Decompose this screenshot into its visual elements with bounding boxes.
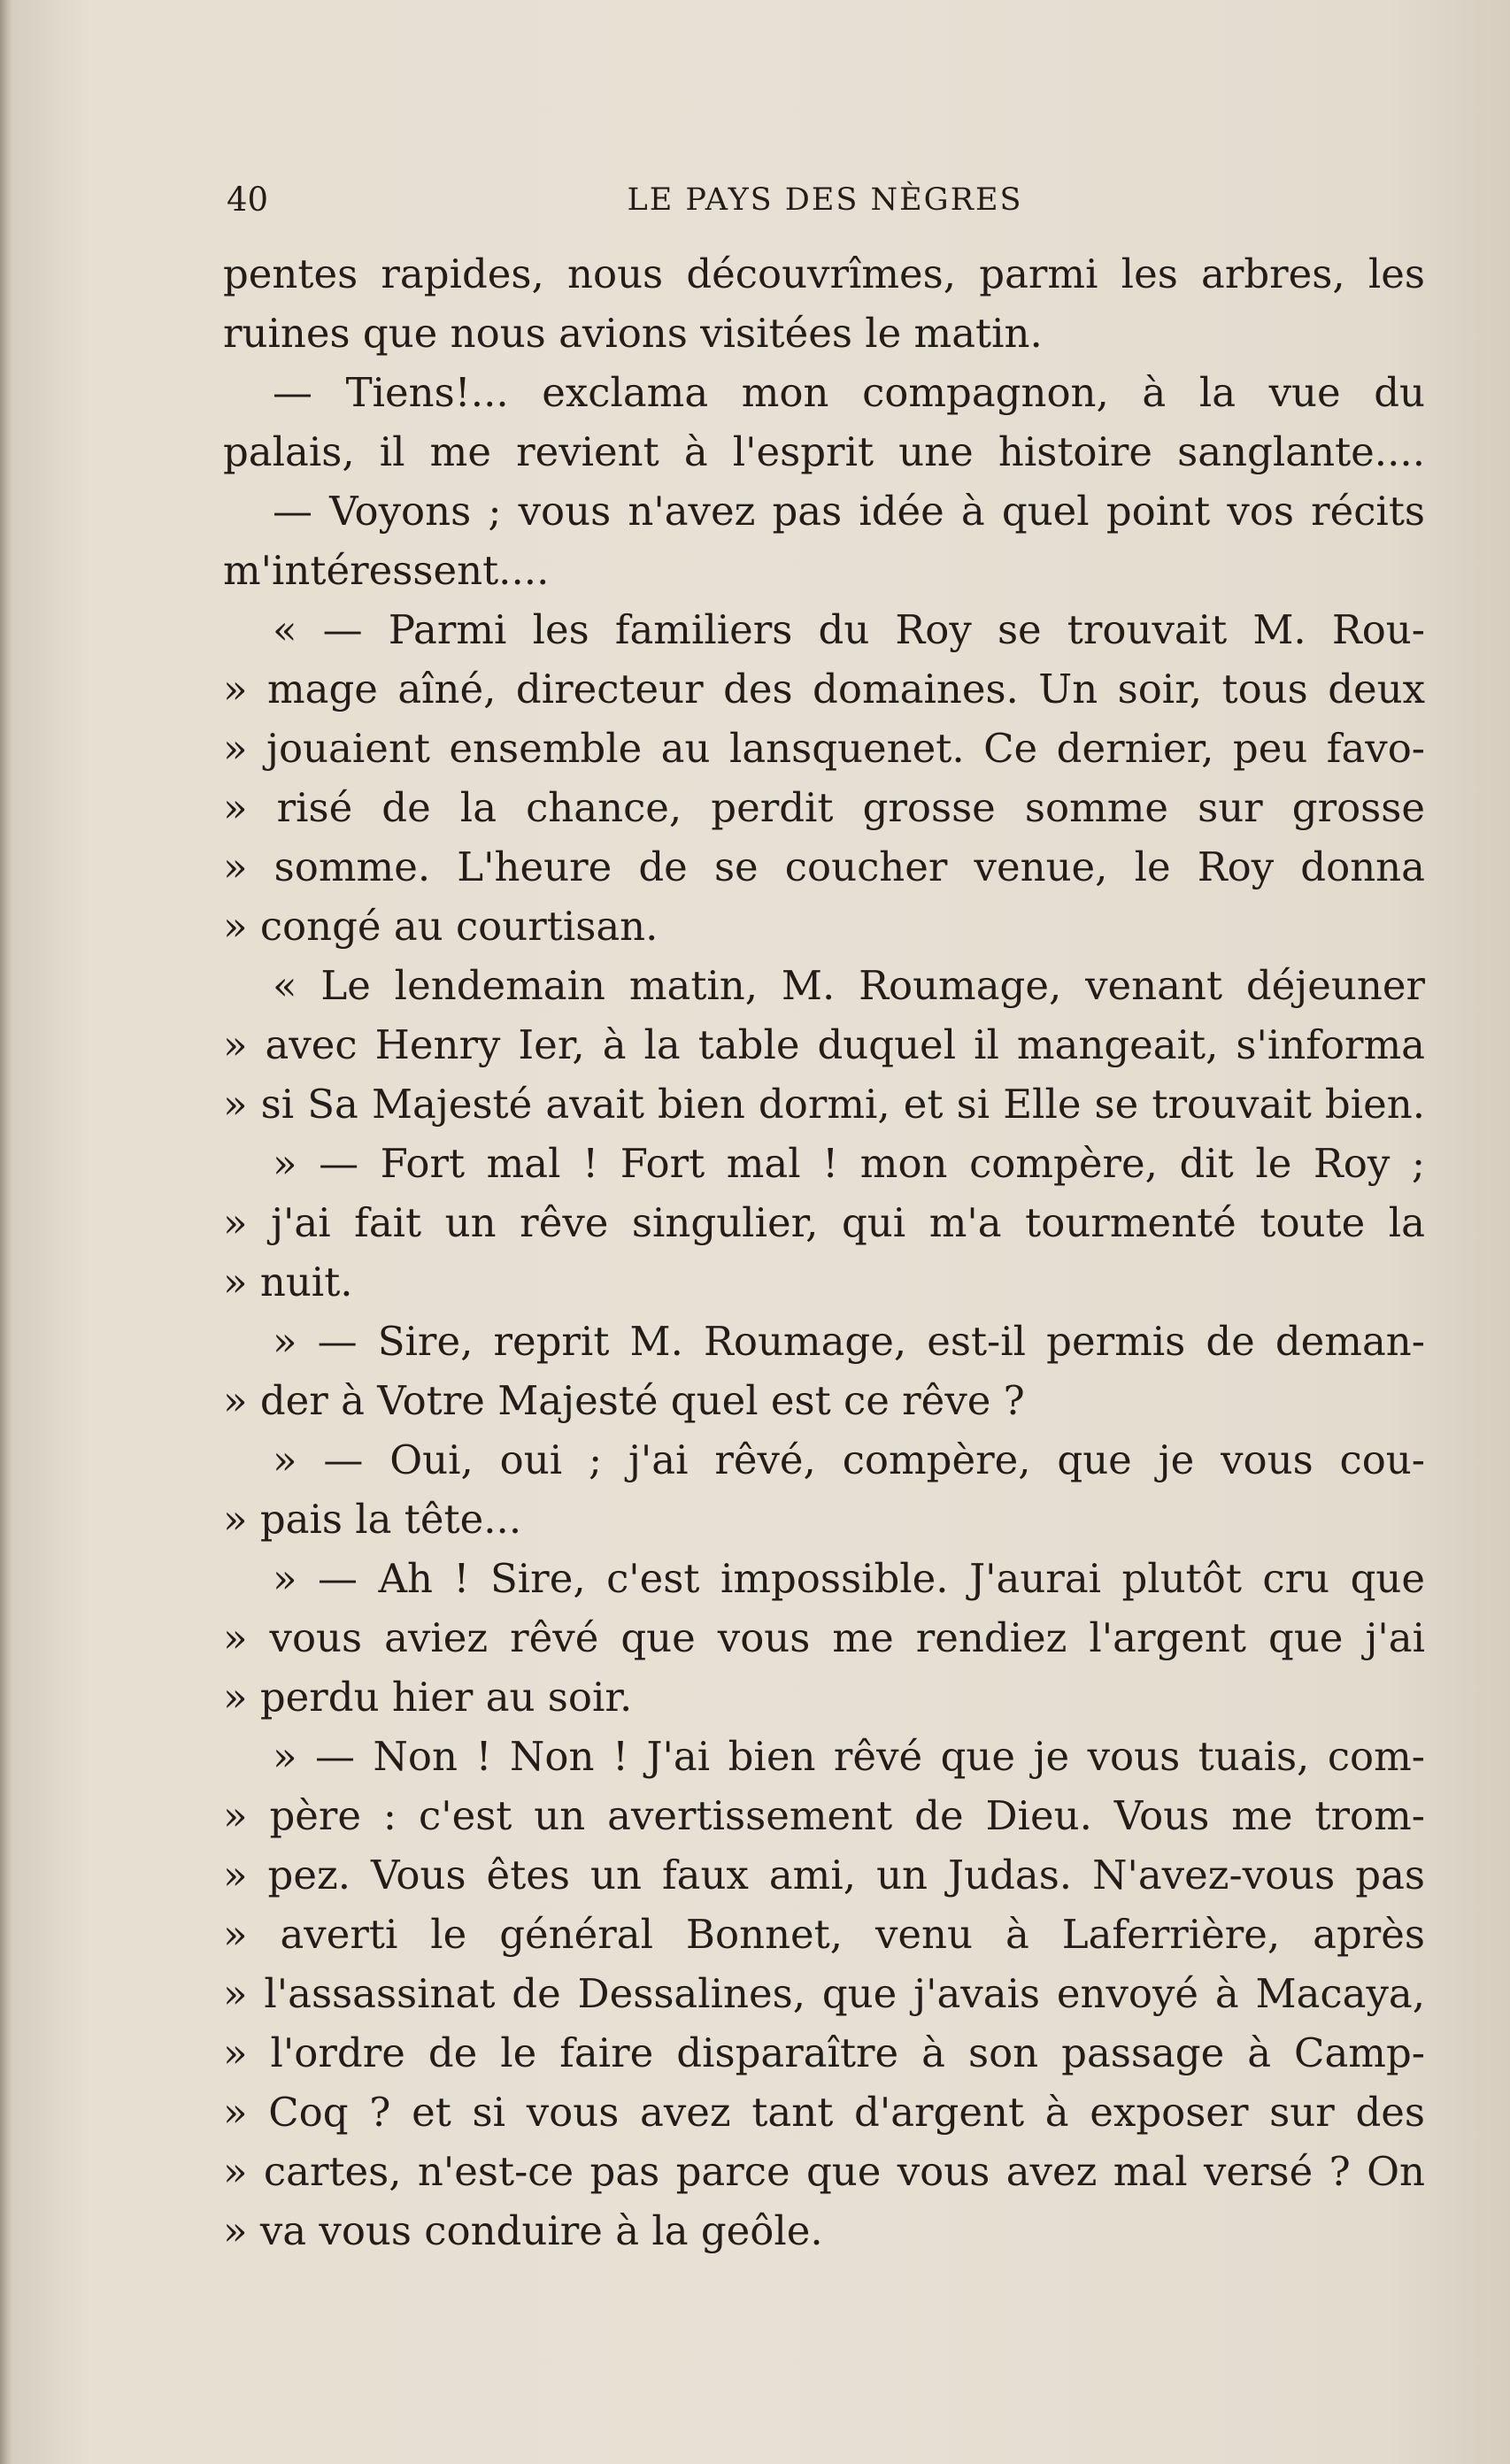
text-line: » nuit. xyxy=(223,1259,353,1305)
text-line: » der à Votre Majesté quel est ce rêve ? xyxy=(223,1377,1025,1424)
text-line: » — Ah ! Sire, c'est impossible. J'aurai plutôt cru que xyxy=(273,1555,1425,1602)
text-line: ruines que nous avions visitées le matin. xyxy=(223,310,1043,357)
text-line: » si Sa Majesté avait bien dormi, et si Elle se trouvait bien. xyxy=(223,1081,1425,1128)
text-line: » averti le général Bonnet, venu à Laferrière, après xyxy=(223,1911,1425,1958)
body-text xyxy=(223,244,1425,2260)
text-line: » j'ai fait un rêve singulier, qui m'a tourmenté toute la xyxy=(223,1199,1425,1246)
text-line: » — Fort mal ! Fort mal ! mon compère, dit le Roy ; xyxy=(273,1140,1425,1187)
page-header xyxy=(227,177,1423,223)
text-line: m'intéressent.... xyxy=(223,547,550,594)
text-line: » — Sire, reprit M. Roumage, est-il permis de deman- xyxy=(273,1318,1425,1365)
text-line: » congé au courtisan. xyxy=(223,903,659,950)
text-line: » va vous conduire à la geôle. xyxy=(223,2207,823,2254)
text-line: » l'ordre de le faire disparaître à son passage à Camp- xyxy=(223,2029,1425,2076)
text-line: — Voyons ; vous n'avez pas idée à quel point vos récits xyxy=(273,488,1425,535)
text-line: — Tiens!... exclama mon compagnon, à la vue du xyxy=(273,369,1425,416)
text-line: « — Parmi les familiers du Roy se trouvait M. Rou- xyxy=(273,606,1425,653)
text-line: » — Non ! Non ! J'ai bien rêvé que je vous tuais, com- xyxy=(273,1733,1425,1780)
text-line: » avec Henry Ier, à la table duquel il mangeait, s'informa xyxy=(223,1021,1425,1068)
text-line: pentes rapides, nous découvrîmes, parmi les arbres, les xyxy=(223,250,1425,297)
text-line: » jouaient ensemble au lansquenet. Ce dernier, peu favo- xyxy=(223,725,1425,772)
page-gutter-shadow xyxy=(0,0,12,2464)
page-number: 40 xyxy=(227,181,269,219)
running-title: LE PAYS DES NÈGRES xyxy=(627,182,1023,218)
text-line: » somme. L'heure de se coucher venue, le Roy donna xyxy=(223,843,1425,890)
text-line: » perdu hier au soir. xyxy=(223,1674,633,1721)
text-line: » vous aviez rêvé que vous me rendiez l'argent que j'ai xyxy=(223,1614,1425,1661)
text-line: » risé de la chance, perdit grosse somme sur grosse xyxy=(223,784,1425,831)
text-line: » — Oui, oui ; j'ai rêvé, compère, que je vous cou- xyxy=(273,1436,1425,1483)
text-line: « Le lendemain matin, M. Roumage, venant déjeuner xyxy=(273,962,1425,1009)
text-line: » pais la tête... xyxy=(223,1496,522,1543)
text-line: » père : c'est un avertissement de Dieu. Vous me trom- xyxy=(223,1792,1425,1839)
text-line: » cartes, n'est-ce pas parce que vous avez mal versé ? On xyxy=(223,2148,1425,2195)
text-line: » mage aîné, directeur des domaines. Un soir, tous deux xyxy=(223,666,1425,712)
text-line: » pez. Vous êtes un faux ami, un Judas. N'avez-vous pas xyxy=(223,1852,1425,1898)
text-line: » Coq ? et si vous avez tant d'argent à exposer sur des xyxy=(223,2089,1425,2136)
text-line: » l'assassinat de Dessalines, que j'avais envoyé à Macaya, xyxy=(223,1970,1425,2017)
text-line: palais, il me revient à l'esprit une histoire sanglante.... xyxy=(223,428,1425,475)
